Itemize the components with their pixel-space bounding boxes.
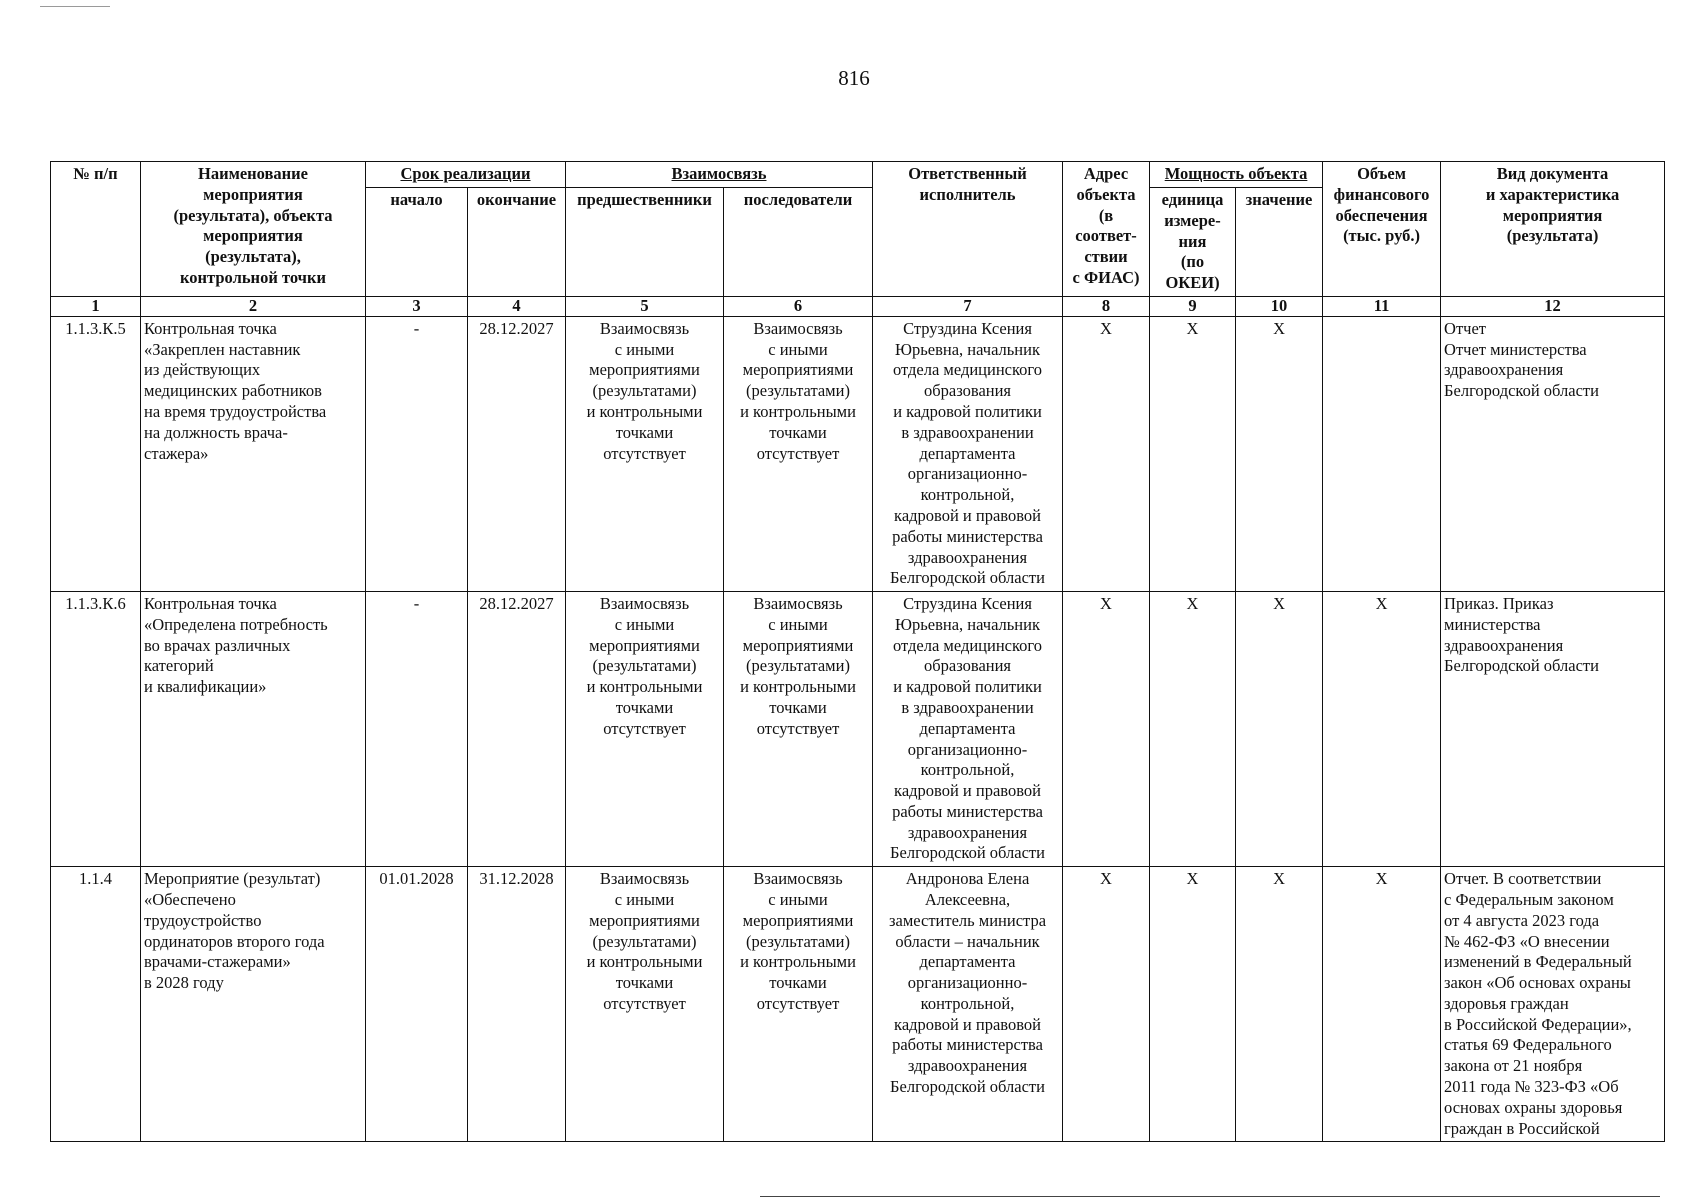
row-unit: X (1150, 867, 1236, 1142)
column-number: 11 (1323, 296, 1441, 316)
column-number: 10 (1236, 296, 1323, 316)
column-number: 4 (468, 296, 566, 316)
column-number: 2 (141, 296, 366, 316)
row-value: X (1236, 316, 1323, 591)
row-successors: Взаимосвязь с иными мероприятиями (результатами) и контрольными точками отсутствует (724, 867, 873, 1142)
row-value: X (1236, 592, 1323, 867)
header-number: № п/п (51, 162, 141, 297)
header-successors: последователи (724, 188, 873, 297)
column-number: 8 (1063, 296, 1150, 316)
row-name: Мероприятие (результат) «Обеспечено трудоустройство ординаторов второго года врачами-стажерами» в 2028 году (141, 867, 366, 1142)
header-document: Вид документа и характеристика мероприятия (результата) (1441, 162, 1665, 297)
header-address: Адрес объекта (в соответ- ствии с ФИАС) (1063, 162, 1150, 297)
header-srok (366, 162, 566, 188)
row-financing (1323, 316, 1441, 591)
header-value: значение (1236, 188, 1323, 297)
column-number: 1 (51, 296, 141, 316)
table-row (51, 316, 1665, 591)
row-address: X (1063, 316, 1150, 591)
column-number: 6 (724, 296, 873, 316)
row-predecessors: Взаимосвязь с иными мероприятиями (результатами) и контрольными точками отсутствует (566, 316, 724, 591)
row-address: X (1063, 867, 1150, 1142)
row-number: 1.1.4 (51, 867, 141, 1142)
row-responsible: Струздина Ксения Юрьевна, начальник отдела медицинского образования и кадровой политики в здравоохранении департамента организационно- контрольной, кадровой и правовой работы министерства здравоохранения Белгородской области (873, 592, 1063, 867)
column-number: 3 (366, 296, 468, 316)
page-number: 816 (838, 66, 870, 90)
row-document: Приказ. Приказ министерства здравоохранения Белгородской области (1441, 592, 1665, 867)
top-rule (40, 6, 110, 7)
header-capacity (1150, 162, 1323, 188)
header-vzaimosvyaz-label: Взаимосвязь (671, 164, 767, 183)
row-financing: X (1323, 592, 1441, 867)
row-successors: Взаимосвязь с иными мероприятиями (результатами) и контрольными точками отсутствует (724, 316, 873, 591)
row-end-date: 31.12.2028 (468, 867, 566, 1142)
header-start: начало (366, 188, 468, 297)
header-responsible: Ответственный исполнитель (873, 162, 1063, 297)
row-start-date: - (366, 592, 468, 867)
header-name: Наименование мероприятия (результата), объекта мероприятия (результата), контрольной точки (141, 162, 366, 297)
row-number: 1.1.3.К.5 (51, 316, 141, 591)
row-end-date: 28.12.2027 (468, 592, 566, 867)
row-value: X (1236, 867, 1323, 1142)
row-name: Контрольная точка «Закреплен наставник из действующих медицинских работников на время трудоустройства на должность врача- стажера» (141, 316, 366, 591)
column-number-row (51, 296, 1665, 316)
header-predecessors: предшественники (566, 188, 724, 297)
column-number: 5 (566, 296, 724, 316)
bottom-rule (760, 1196, 1660, 1197)
row-start-date: 01.01.2028 (366, 867, 468, 1142)
row-successors: Взаимосвязь с иными мероприятиями (результатами) и контрольными точками отсутствует (724, 592, 873, 867)
column-number: 7 (873, 296, 1063, 316)
row-name: Контрольная точка «Определена потребность во врачах различных категорий и квалификации» (141, 592, 366, 867)
row-number: 1.1.3.К.6 (51, 592, 141, 867)
row-document: Отчет. В соответствии с Федеральным законом от 4 августа 2023 года № 462-ФЗ «О внесении изменений в Федеральный закон «Об основах охраны здоровья граждан в Российской Федерации», статья 69 Федерального закона от 21 ноября 2011 года № 323-ФЗ «Об основах охраны здоровья граждан в Российской (1441, 867, 1665, 1142)
table-row (51, 592, 1665, 867)
header-unit: единица измере- ния (по ОКЕИ) (1150, 188, 1236, 297)
header-end: окончание (468, 188, 566, 297)
header-financing: Объем финансового обеспечения (тыс. руб.) (1323, 162, 1441, 297)
column-number: 12 (1441, 296, 1665, 316)
activity-table (50, 161, 1665, 1142)
row-predecessors: Взаимосвязь с иными мероприятиями (результатами) и контрольными точками отсутствует (566, 867, 724, 1142)
header-vzaimosvyaz (566, 162, 873, 188)
row-end-date: 28.12.2027 (468, 316, 566, 591)
row-address: X (1063, 592, 1150, 867)
header-srok-label: Срок реализации (400, 164, 531, 183)
table-row (51, 867, 1665, 1142)
row-unit: X (1150, 316, 1236, 591)
row-document: Отчет Отчет министерства здравоохранения Белгородской области (1441, 316, 1665, 591)
row-unit: X (1150, 592, 1236, 867)
header-capacity-label: Мощность объекта (1164, 164, 1308, 183)
row-responsible: Струздина Ксения Юрьевна, начальник отдела медицинского образования и кадровой политики в здравоохранении департамента организационно- контрольной, кадровой и правовой работы министерства здравоохранения Белгородской области (873, 316, 1063, 591)
header-row-1 (51, 162, 1665, 188)
row-responsible: Андронова Елена Алексеевна, заместитель министра области – начальник департамента организационно- контрольной, кадровой и правовой работы министерства здравоохранения Белгородской области (873, 867, 1063, 1142)
row-predecessors: Взаимосвязь с иными мероприятиями (результатами) и контрольными точками отсутствует (566, 592, 724, 867)
row-financing: X (1323, 867, 1441, 1142)
column-number: 9 (1150, 296, 1236, 316)
row-start-date: - (366, 316, 468, 591)
